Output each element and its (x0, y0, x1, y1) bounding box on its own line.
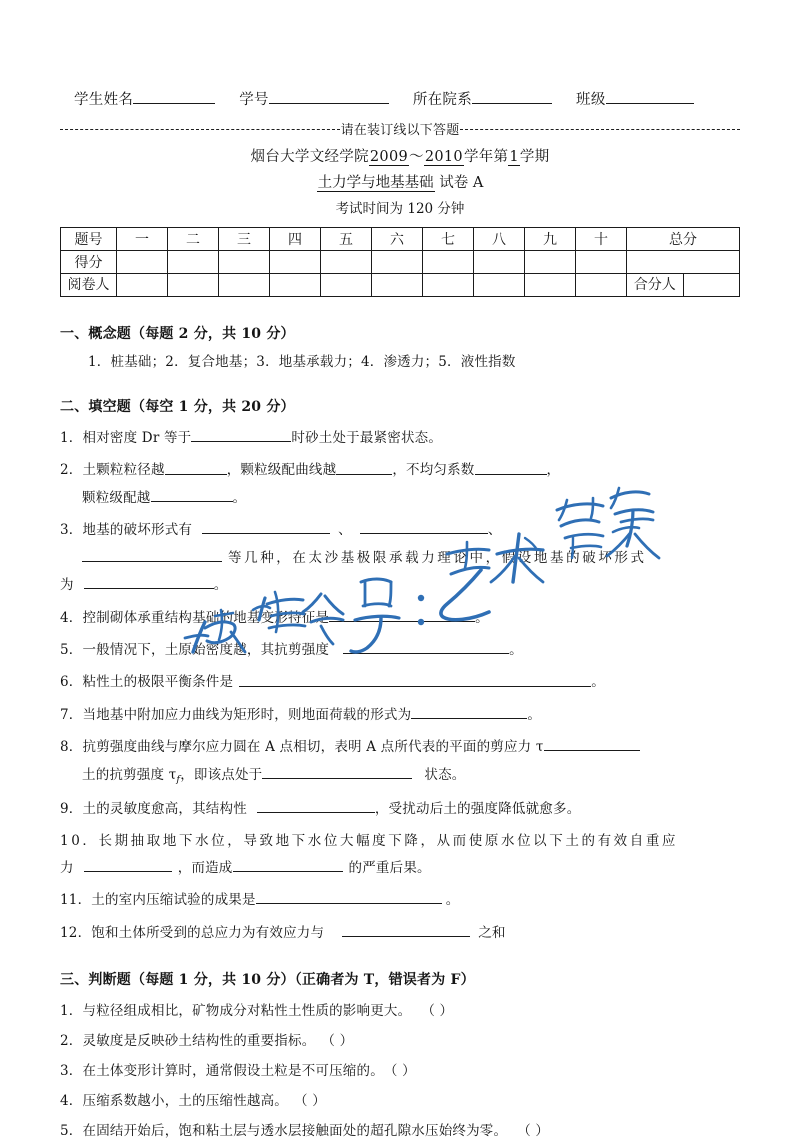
fill-question-7 (60, 704, 740, 725)
q8-blank-1[interactable] (544, 736, 640, 751)
q2-text-d: ， (546, 462, 561, 479)
grader-cell-5[interactable] (321, 274, 372, 297)
q4-blank-1[interactable] (329, 607, 475, 622)
fill-question-5 (60, 639, 740, 660)
q3-text-b: 、 (338, 522, 352, 539)
tf2-answer-box[interactable]: （ ） (321, 1033, 354, 1050)
section-one-heading: 一、概念题（每题 2 分，共 10 分） (60, 326, 295, 342)
year-end: 2010 (424, 149, 463, 165)
summer-cell[interactable] (683, 274, 740, 297)
tf5-num: 5． (60, 1123, 83, 1139)
q2-text-a: 土颗粒粒径越 (82, 462, 165, 479)
score-cell-7[interactable] (423, 251, 474, 274)
term-number: 1 (509, 149, 519, 165)
exam-sheet (60, 88, 740, 1139)
score-cell-10[interactable] (576, 251, 627, 274)
q10-text-b: 力 (60, 859, 74, 876)
q1-blank-1[interactable] (191, 427, 291, 442)
fill-question-8 (60, 736, 740, 787)
tf1-answer-box[interactable]: （ ） (421, 1003, 454, 1020)
q5-num: 5． (60, 642, 83, 659)
q1-text-b: 时砂土处于最紧密状态。 (291, 430, 443, 447)
year-tilde: ～ (409, 149, 424, 165)
q10-blank-1[interactable] (84, 857, 172, 872)
q9-num: 9． (60, 801, 83, 818)
col-head-1: 一 (117, 228, 168, 251)
score-cell-6[interactable] (372, 251, 423, 274)
section-two-heading: 二、填空题（每空 1 分，共 20 分） (60, 399, 295, 415)
score-cell-total[interactable] (627, 251, 740, 274)
col-head-5: 五 (321, 228, 372, 251)
grader-cell-2[interactable] (168, 274, 219, 297)
row-label-number: 题号 (61, 228, 117, 251)
q4-text-b: 。 (475, 609, 489, 626)
q12-num: 12． (60, 924, 92, 941)
q9-blank-1[interactable] (257, 798, 375, 813)
q5-text-a: 一般情况下，土原始密度越 (82, 642, 247, 659)
course-title-line (60, 171, 740, 192)
fill-question-3 (60, 519, 740, 595)
score-cell-3[interactable] (219, 251, 270, 274)
score-cell-8[interactable] (474, 251, 525, 274)
student-id-field (239, 88, 389, 109)
tf5-text: 在固结开始后，饱和粘土层与透水层接触面处的超孔隙水压始终为零。 (82, 1123, 508, 1139)
score-cell-9[interactable] (525, 251, 576, 274)
score-cell-4[interactable] (270, 251, 321, 274)
col-head-3: 三 (219, 228, 270, 251)
dash-right (460, 129, 740, 130)
q8-text-d: 状态。 (424, 766, 466, 783)
fill-question-12 (60, 922, 740, 943)
tf4-answer-box[interactable]: （ ） (294, 1093, 326, 1110)
dash-left (60, 129, 340, 130)
section-one-items: 1．桩基础；2．复合地基；3．地基承载力；4．渗透力；5．液性指数 (88, 354, 516, 370)
q2-text-f: 。 (232, 490, 247, 507)
grader-cell-7[interactable] (423, 274, 474, 297)
q5-text-c: 。 (509, 642, 523, 659)
student-identity-row (60, 88, 740, 109)
q2-text-e: 颗粒级配越 (82, 490, 151, 507)
q6-text-b: 。 (591, 674, 605, 691)
q12-blank-1[interactable] (342, 922, 470, 937)
term-suffix: 学期 (519, 149, 550, 165)
fill-question-3-line3 (60, 574, 740, 595)
q6-blank-1[interactable] (239, 671, 591, 686)
fill-question-11 (60, 889, 740, 910)
table-row-graders (61, 274, 740, 297)
tf1-text: 与粒径组成相比，矿物成分对粘性土性质的影响更大。 (82, 1003, 412, 1020)
student-id-label: 学号 (239, 92, 269, 108)
grader-cell-3[interactable] (219, 274, 270, 297)
binding-note: 请在装订线以下答题 (340, 123, 460, 138)
fill-question-3-line2 (60, 547, 740, 568)
q10-blank-2[interactable] (233, 857, 343, 872)
q3-text-d: 等几种，在太沙基极限承载力理论中，假设地基的破坏形式 (228, 549, 647, 566)
q3-blank-3[interactable] (82, 547, 222, 562)
q2-blank-2[interactable] (336, 459, 392, 474)
class-label: 班级 (576, 92, 606, 108)
q5-text-b: ，其抗剪强度 (246, 642, 330, 659)
col-head-7: 七 (423, 228, 474, 251)
q10-text-a: 长期抽取地下水位，导致地下水位大幅度下降，从而使原水位以下土的有效自重应 (98, 832, 679, 849)
section-three-heading: 三、判断题（每题 1 分，共 10 分）（正确者为 T，错误者为 F） (60, 972, 475, 989)
course-name: 土力学与地基基础 (317, 175, 434, 191)
q10-text-d: 的严重后果。 (348, 859, 431, 876)
q12-text-b: 之和 (478, 924, 506, 941)
col-head-total: 总分 (627, 228, 740, 251)
q2-blank-1[interactable] (165, 459, 227, 474)
grader-cell-1[interactable] (117, 274, 168, 297)
fill-question-10 (60, 831, 740, 851)
q8-blank-2[interactable] (262, 764, 412, 779)
tf3-text: 在土体变形计算时，通常假设土粒是不可压缩的。 (82, 1063, 384, 1080)
q7-num: 7． (60, 706, 83, 723)
tf4-text: 压缩系数越小，土的压缩性越高。 (82, 1093, 288, 1110)
class-field (576, 88, 694, 109)
fill-question-4 (60, 607, 740, 628)
tf-item-3 (60, 1059, 740, 1079)
q4-num: 4． (60, 609, 83, 626)
tf-item-4 (60, 1089, 740, 1109)
tf3-num: 3． (60, 1063, 83, 1080)
q5-blank-1[interactable] (343, 639, 509, 654)
grader-cell-9[interactable] (525, 274, 576, 297)
fill-question-10-line2 (60, 857, 740, 878)
q3-text-a: 地基的破坏形式有 (82, 522, 193, 539)
col-head-8: 八 (474, 228, 525, 251)
department-blank[interactable] (472, 89, 552, 105)
tf-item-5 (60, 1119, 740, 1139)
fill-question-1 (60, 427, 740, 448)
tf5-answer-box[interactable]: （ ） (517, 1123, 550, 1139)
exam-duration: 考试时间为 120 分钟 (335, 201, 465, 217)
col-head-4: 四 (270, 228, 321, 251)
q2-text-b: ，颗粒级配曲线越 (226, 462, 337, 479)
q7-blank-1[interactable] (411, 704, 527, 719)
department-label: 所在院系 (412, 92, 473, 108)
q11-text-a: 土的室内压缩试验的成果是 (91, 892, 256, 909)
q1-num: 1． (60, 430, 83, 447)
q3-text-f: 。 (213, 577, 228, 594)
q2-text-c: ，不均匀系数 (392, 462, 475, 479)
score-cell-2[interactable] (168, 251, 219, 274)
q2-blank-3[interactable] (475, 459, 547, 474)
q2-num: 2． (60, 462, 83, 479)
table-row-scores (61, 251, 740, 274)
q11-blank-1[interactable] (256, 889, 442, 904)
q8-text-a: 抗剪强度曲线与摩尔应力圆在 A 点相切，表明 A 点所代表的平面的剪应力 τ (82, 739, 544, 756)
score-table (60, 227, 740, 297)
fill-question-6 (60, 671, 740, 692)
q3-blank-4[interactable] (84, 574, 214, 589)
q8-text-c: ，即该点处于 (180, 766, 263, 783)
tf-item-1 (60, 999, 740, 1019)
q2-blank-4[interactable] (151, 487, 233, 502)
student-name-blank[interactable] (133, 89, 215, 105)
tf2-text: 灵敏度是反映砂土结构性的重要指标。 (82, 1033, 316, 1050)
fill-question-9 (60, 798, 740, 819)
q12-text-a: 饱和土体所受到的总应力为有效应力与 (91, 924, 325, 941)
student-name-label: 学生姓名 (74, 92, 134, 108)
col-head-2: 二 (168, 228, 219, 251)
fill-question-8-line2 (60, 764, 740, 787)
tf2-num: 2． (60, 1033, 83, 1050)
q8-text-b: 土的抗剪强度 τ (82, 766, 177, 783)
q8-tau-subscript: f (176, 773, 181, 785)
q3-blank-2[interactable] (360, 519, 488, 534)
school-term-line (60, 145, 740, 166)
q3-text-e: 为 (60, 577, 74, 594)
tf1-num: 1． (60, 1003, 83, 1020)
row-label-grader: 阅卷人 (61, 274, 117, 297)
year-start: 2009 (369, 149, 409, 165)
q11-num: 11． (60, 892, 92, 909)
q9-text-a: 土的灵敏度愈高，其结构性 (82, 801, 247, 818)
department-field (413, 88, 552, 109)
q6-text-a: 粘性土的极限平衡条件是 (82, 674, 234, 691)
q7-text-a: 当地基中附加应力曲线为矩形时，则地面荷载的形式为 (82, 706, 412, 723)
fill-question-2 (60, 459, 740, 508)
tf-item-2 (60, 1029, 740, 1049)
grader-cell-4[interactable] (270, 274, 321, 297)
col-head-6: 六 (372, 228, 423, 251)
q10-num: 10． (60, 832, 99, 849)
class-blank[interactable] (606, 89, 694, 105)
paper-label: 试卷 A (439, 175, 484, 191)
row-label-score: 得分 (61, 251, 117, 274)
col-head-9: 九 (525, 228, 576, 251)
score-cell-1[interactable] (117, 251, 168, 274)
q3-text-c: 、 (487, 522, 502, 539)
q8-num: 8． (60, 739, 83, 756)
tf3-answer-box[interactable]: （ ） (383, 1063, 416, 1080)
term-prefix: 学年第 (463, 149, 509, 165)
fill-question-2-line2 (60, 487, 740, 508)
q3-blank-1[interactable] (202, 519, 330, 534)
q7-text-b: 。 (527, 706, 542, 723)
q6-num: 6． (60, 674, 83, 691)
grader-cell-6[interactable] (372, 274, 423, 297)
q4-text-a: 控制砌体承重结构基础的地基变形特征是 (82, 609, 330, 626)
grader-cell-8[interactable] (474, 274, 525, 297)
score-cell-5[interactable] (321, 251, 372, 274)
tf4-num: 4． (60, 1093, 83, 1110)
q1-text-a: 相对密度 Dr 等于 (82, 430, 192, 447)
school-name: 烟台大学文经学院 (250, 149, 369, 165)
student-id-blank[interactable] (269, 89, 389, 105)
col-head-10: 十 (576, 228, 627, 251)
q3-num: 3． (60, 522, 83, 539)
q10-text-c: ，而造成 (177, 859, 233, 876)
grader-cell-10[interactable] (576, 274, 627, 297)
binding-line-row (60, 119, 740, 138)
q11-text-b: 。 (445, 892, 460, 909)
summer-label: 合分人 (627, 274, 684, 297)
table-row-question-numbers (61, 228, 740, 251)
student-name-field (74, 88, 215, 109)
q9-text-b: ，受扰动后土的强度降低就愈多。 (374, 801, 581, 818)
